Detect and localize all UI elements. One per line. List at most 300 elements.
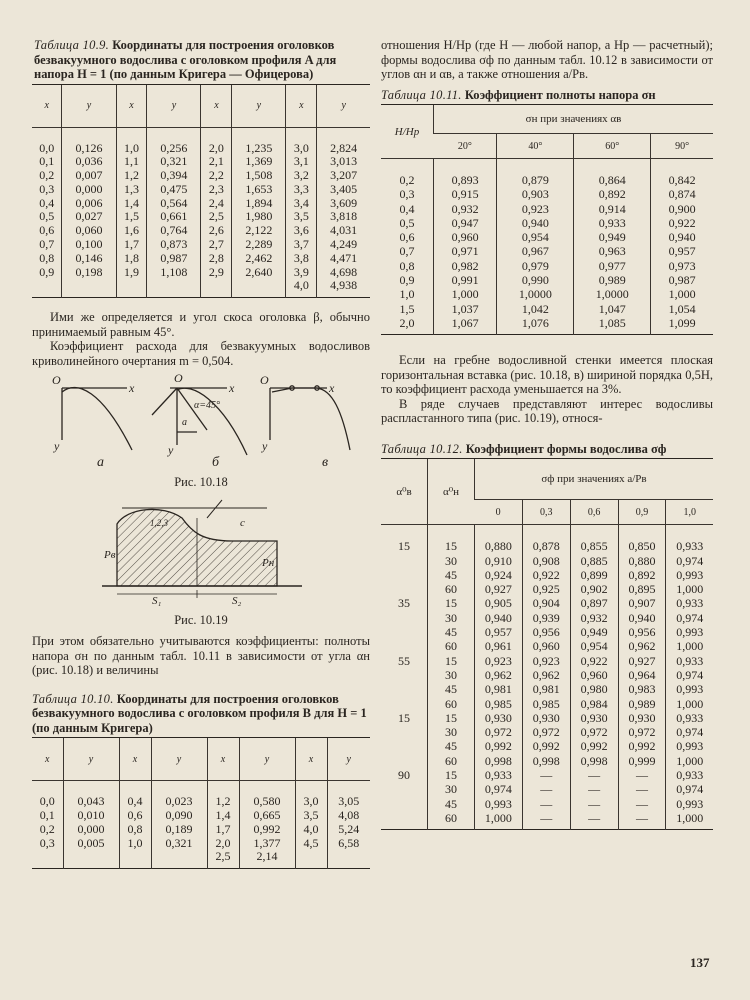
table-cell: 0,974 [666, 725, 713, 739]
table-cell: 0,932 [570, 611, 618, 625]
table-cell: — [618, 768, 666, 782]
table-cell: — [522, 811, 570, 825]
table-cell: 0,991 [434, 273, 497, 287]
table-cell: 0,993 [475, 797, 523, 811]
table-cell [381, 568, 428, 582]
table-cell: 0,873 [147, 238, 201, 252]
table-cell: 0,962 [522, 668, 570, 682]
table-cell: 0,930 [570, 711, 618, 725]
table-cell: 0,962 [475, 668, 523, 682]
table-cell: 0,932 [434, 202, 497, 216]
column-header: y [147, 84, 201, 127]
table-cell: 45 [428, 568, 475, 582]
table-cell: 0,930 [618, 711, 666, 725]
table-cell [327, 864, 370, 869]
table-cell [295, 864, 327, 869]
table-cell: 1,980 [232, 210, 286, 224]
x-label-a: x [129, 381, 135, 396]
table-cell: 0,000 [63, 823, 119, 837]
table-cell [32, 850, 63, 864]
table-cell: 0,879 [497, 159, 574, 188]
table-cell: 1,3 [116, 183, 147, 197]
table-cell: 0,256 [147, 127, 201, 155]
table-row [381, 668, 713, 682]
table-cell [381, 330, 434, 335]
table-cell: 1,000 [666, 697, 713, 711]
table-cell [381, 725, 428, 739]
table-cell: 1,377 [239, 837, 295, 851]
table-row [381, 682, 713, 696]
table-cell: 0,924 [475, 568, 523, 582]
table-row [32, 183, 370, 197]
table-cell: 0,892 [574, 187, 651, 201]
pv-label: Pв [104, 549, 116, 562]
table-cell [63, 864, 119, 869]
table-cell [381, 639, 428, 653]
table-cell: 0,4 [399, 201, 415, 216]
table-cell [239, 864, 295, 869]
column-header: 90° [651, 134, 713, 159]
table-cell: 0,933 [666, 525, 713, 554]
table-cell: 45 [428, 739, 475, 753]
table-cell [381, 811, 428, 825]
table-cell: 1,4 [116, 197, 147, 211]
table-10-11-number: Таблица 10.11. [381, 87, 462, 102]
table-cell [381, 554, 428, 568]
table-cell [232, 279, 286, 293]
table-cell: — [618, 782, 666, 796]
paragraph-bevel-angle: Ими же определяется и угол скоса оголовка β, обычно принимаемый равным 45°. [32, 310, 370, 339]
table-cell: 0,972 [618, 725, 666, 739]
table-cell: — [570, 811, 618, 825]
table-cell [381, 797, 428, 811]
table-cell: 0,8 [399, 258, 415, 273]
column-header: 40° [497, 134, 574, 159]
table-cell: 0,974 [475, 782, 523, 796]
column-header: y [317, 84, 370, 127]
table-cell: 0,940 [497, 216, 574, 230]
table-cell: 0,930 [475, 711, 523, 725]
paragraph-horizontal-insert: Если на гребне водосливной стенки имеется плоская горизонтальная вставка (рис. 10.18, в) шириной порядка 0,5H, то коэффициент расхода уменьшается на 3%. [381, 353, 713, 397]
table-cell: 2,5 [207, 850, 239, 864]
table-row [32, 809, 370, 823]
table-cell [116, 293, 147, 298]
page-number: 137 [690, 955, 710, 970]
table-cell: 0,7 [39, 237, 55, 252]
table-cell: 0,927 [618, 654, 666, 668]
table-10-10 [32, 737, 370, 869]
table-row [381, 230, 713, 244]
table-cell: 1,4 [207, 809, 239, 823]
origin-label-a: O [52, 373, 61, 388]
paragraph-ratio: отношения H/Hр (где H — любой напор, а Hр — расчетный); формы водослива σф по данным табл. 10.12 в зависимости от углов αн и αв, а также отношения a/Pв. [381, 38, 713, 81]
table-row [381, 611, 713, 625]
table-cell: 2,8 [201, 252, 232, 266]
table-spacer-row [32, 864, 370, 869]
left-column [32, 38, 370, 869]
table-cell: 0,956 [522, 625, 570, 639]
table-cell: 0,987 [651, 273, 713, 287]
a-label-b: a [182, 417, 187, 429]
table-cell: — [570, 782, 618, 796]
table-cell: 2,0 [399, 315, 415, 330]
table-cell: 1,5 [399, 301, 415, 316]
table-10-10-number: Таблица 10.10. [32, 691, 114, 706]
table-cell: 0,2 [399, 173, 415, 187]
column-header: x [32, 84, 62, 127]
table-row [381, 625, 713, 639]
table-row [381, 287, 713, 301]
column-header: y [232, 84, 286, 127]
table-cell: 0,910 [475, 554, 523, 568]
table-cell: 2,2 [201, 169, 232, 183]
table-row [381, 596, 713, 610]
table-row [381, 697, 713, 711]
table-cell: 1,6 [116, 224, 147, 238]
table-cell: 0,961 [475, 639, 523, 653]
column-header: x [207, 738, 239, 781]
s1-label: S₁ [152, 595, 162, 608]
table-cell: 1,0 [399, 287, 415, 302]
table-cell [522, 825, 570, 830]
table-cell: 0,8 [119, 823, 151, 837]
table-cell: 0,930 [522, 711, 570, 725]
table-cell: 0,321 [151, 837, 207, 851]
table-cell [32, 864, 63, 869]
table-cell: 15 [398, 710, 410, 725]
table-cell: 1,1 [116, 155, 147, 169]
paragraph-discharge-coefficient: Коэффициент расхода для безвакуумных водосливов криволинейного очертания m = 0,504. [32, 339, 370, 368]
table-cell: 0,981 [522, 682, 570, 696]
table-cell: 0,933 [666, 654, 713, 668]
table-cell: 0,999 [618, 754, 666, 768]
table-cell: 15 [428, 768, 475, 782]
table-cell: 0,960 [522, 639, 570, 653]
table-cell: 30 [428, 668, 475, 682]
table-cell: 15 [398, 539, 410, 554]
figure-10-19-drawing [32, 496, 370, 608]
table-cell: 60 [428, 697, 475, 711]
table-10-12 [381, 458, 713, 830]
table-cell: 0,850 [618, 525, 666, 554]
table-cell: 0,922 [570, 654, 618, 668]
table-cell: 15 [428, 596, 475, 610]
figure-10-18-drawing [32, 370, 370, 470]
table-row [381, 782, 713, 796]
table-cell: 0,982 [434, 259, 497, 273]
table-row [381, 525, 713, 554]
table-cell: 1,067 [434, 316, 497, 330]
table-row [32, 266, 370, 280]
table-cell: 1,000 [666, 754, 713, 768]
table-cell: 2,824 [317, 127, 370, 155]
table-cell: 1,000 [475, 811, 523, 825]
table-row [381, 316, 713, 330]
table-cell: 0,6 [39, 223, 55, 238]
table-cell: 0,036 [62, 155, 116, 169]
table-cell: 30 [428, 782, 475, 796]
table-row [32, 169, 370, 183]
table-cell: 0,973 [651, 259, 713, 273]
table-cell [207, 864, 239, 869]
table-cell: 0,977 [574, 259, 651, 273]
table-cell [286, 293, 317, 298]
table-cell [32, 279, 62, 293]
table-cell: 0,967 [497, 244, 574, 258]
table-cell: 0,908 [522, 554, 570, 568]
table-cell: 0,954 [497, 230, 574, 244]
table-row [32, 155, 370, 169]
y-label-c: y [262, 439, 268, 454]
table-cell: 0,864 [574, 159, 651, 188]
table-cell: 0,874 [651, 187, 713, 201]
table-cell: 2,9 [201, 266, 232, 280]
figure-10-18-caption: Рис. 10.18 [174, 475, 228, 490]
table-cell: 0,940 [618, 611, 666, 625]
table-row [32, 279, 370, 293]
table-cell: 45 [428, 682, 475, 696]
table-cell: 0,980 [570, 682, 618, 696]
table-cell: 0,892 [618, 568, 666, 582]
table-row [381, 797, 713, 811]
sub-label-b: б [212, 455, 220, 471]
table-cell: 0,665 [239, 809, 295, 823]
y-label-a: y [54, 439, 60, 454]
table-cell: 4,08 [327, 809, 370, 823]
table-cell [381, 754, 428, 768]
table-cell [434, 330, 497, 335]
table-cell: 0,3 [399, 187, 415, 202]
table-cell: 0,661 [147, 210, 201, 224]
table-cell: 4,938 [317, 279, 370, 293]
table-row [381, 768, 713, 782]
table-cell: 0,960 [434, 230, 497, 244]
table-cell [232, 293, 286, 298]
table-cell: 30 [428, 554, 475, 568]
column-header: 0,9 [618, 500, 666, 525]
table-cell: 0,7 [399, 244, 415, 259]
table-cell [32, 293, 62, 298]
table-cell: 1,5 [116, 210, 147, 224]
table-cell: 0,189 [151, 823, 207, 837]
table-cell: 0,010 [63, 809, 119, 823]
table-cell [381, 611, 428, 625]
table-cell: 1,108 [147, 266, 201, 280]
table-cell: 0,933 [666, 768, 713, 782]
table-row [381, 754, 713, 768]
table-cell: 0,903 [497, 187, 574, 201]
table-cell: — [522, 782, 570, 796]
sub-label-a: а [97, 455, 104, 471]
table-cell: 0,2 [39, 168, 55, 183]
table-10-9-number: Таблица 10.9. [34, 38, 110, 52]
header-alpha-n: α⁰н [428, 459, 475, 525]
table-cell: 0,993 [666, 625, 713, 639]
table-cell: 0,964 [618, 668, 666, 682]
table-cell: 0,972 [475, 725, 523, 739]
table-cell: 4,249 [317, 238, 370, 252]
table-cell: 0,0 [39, 794, 55, 809]
table-row [381, 216, 713, 230]
table-cell: 0,998 [570, 754, 618, 768]
y-label-b: y [168, 443, 174, 458]
table-cell [381, 682, 428, 696]
c-label: c [240, 517, 245, 530]
origin-label-b: O [174, 371, 183, 386]
table-cell: 90 [398, 768, 410, 783]
table-cell: 0,880 [475, 525, 523, 554]
table-cell: 3,8 [286, 252, 317, 266]
table-cell: 0,922 [651, 216, 713, 230]
table-cell: 0,394 [147, 169, 201, 183]
table-cell: 0,974 [666, 782, 713, 796]
table-cell: 3,5 [295, 809, 327, 823]
table-cell: 0,940 [651, 230, 713, 244]
table-cell: 0,923 [522, 654, 570, 668]
table-spacer-row [381, 825, 713, 830]
table-cell: 60 [428, 811, 475, 825]
table-10-9-caption [34, 38, 370, 82]
table-row [381, 811, 713, 825]
table-cell: 0,992 [618, 739, 666, 753]
column-header: 0 [475, 500, 523, 525]
table-cell: 0,126 [62, 127, 116, 155]
table-cell: 1,7 [116, 238, 147, 252]
table-cell: 0,933 [475, 768, 523, 782]
column-header: x [286, 84, 317, 127]
table-row [381, 159, 713, 188]
table-cell: 1,037 [434, 302, 497, 316]
table-cell: 0,842 [651, 159, 713, 188]
table-cell: 0,949 [570, 625, 618, 639]
table-cell: 0,902 [570, 582, 618, 596]
table-cell: 1,054 [651, 302, 713, 316]
table-cell: 0,5 [399, 215, 415, 230]
table-10-11-caption [381, 88, 713, 103]
table-cell [428, 825, 475, 830]
table-row [32, 823, 370, 837]
table-cell: 2,5 [201, 210, 232, 224]
sub-label-c: в [322, 455, 329, 471]
table-cell: 3,0 [295, 781, 327, 809]
table-cell: 1,0000 [497, 287, 574, 301]
table-cell: 55 [398, 653, 410, 668]
table-cell: 0,895 [618, 582, 666, 596]
column-header: y [151, 738, 207, 781]
table-cell: 0,923 [475, 654, 523, 668]
table-cell: 0,974 [666, 611, 713, 625]
table-cell: 0,990 [497, 273, 574, 287]
table-cell: 0,198 [62, 266, 116, 280]
table-row [32, 210, 370, 224]
table-cell: 0,993 [666, 682, 713, 696]
table-cell: 0,2 [39, 821, 55, 836]
table-cell: 0,962 [618, 639, 666, 653]
table-cell: 0,939 [522, 611, 570, 625]
column-header: x [295, 738, 327, 781]
table-cell: 0,998 [522, 754, 570, 768]
table-cell [327, 850, 370, 864]
table-cell: 2,0 [207, 837, 239, 851]
table-cell: — [570, 768, 618, 782]
table-cell: 2,3 [201, 183, 232, 197]
table-10-11 [381, 104, 713, 335]
table-cell: 1,9 [116, 266, 147, 280]
table-cell: 4,0 [286, 279, 317, 293]
table-cell: 0,993 [666, 568, 713, 582]
table-cell: 2,6 [201, 224, 232, 238]
table-cell: 0,957 [475, 625, 523, 639]
table-cell [295, 850, 327, 864]
table-cell: 2,462 [232, 252, 286, 266]
column-header: y [62, 84, 116, 127]
table-cell: 0,006 [62, 197, 116, 211]
figure-10-19 [32, 496, 370, 628]
table-cell: 0,885 [570, 554, 618, 568]
table-header-row [32, 738, 370, 781]
table-cell: 3,207 [317, 169, 370, 183]
column-header: x [201, 84, 232, 127]
table-row [381, 639, 713, 653]
table-row [381, 302, 713, 316]
table-cell: 1,000 [666, 639, 713, 653]
figure-10-18 [32, 370, 370, 490]
table-cell: 3,405 [317, 183, 370, 197]
column-header: 1,0 [666, 500, 713, 525]
table-cell: 2,4 [201, 197, 232, 211]
table-cell: 0,580 [239, 781, 295, 809]
column-header: 0,6 [570, 500, 618, 525]
table-cell: 30 [428, 611, 475, 625]
table-cell: 15 [428, 525, 475, 554]
table-row [381, 568, 713, 582]
table-cell: 0,023 [151, 781, 207, 809]
table-cell: 0,900 [651, 202, 713, 216]
table-cell: 3,6 [286, 224, 317, 238]
column-header: y [239, 738, 295, 781]
table-cell [666, 825, 713, 830]
table-cell: 4,471 [317, 252, 370, 266]
table-cell: 0,971 [434, 244, 497, 258]
table-cell: 0,923 [497, 202, 574, 216]
table-cell: 0,933 [666, 711, 713, 725]
table-cell [618, 825, 666, 830]
table-cell: 2,0 [201, 127, 232, 155]
table-cell: 1,000 [651, 287, 713, 301]
table-cell: 1,7 [207, 823, 239, 837]
table-cell: 0,956 [618, 625, 666, 639]
table-cell [147, 293, 201, 298]
table-cell: 0,005 [63, 837, 119, 851]
table-cell: 4,0 [295, 823, 327, 837]
table-row [32, 781, 370, 809]
table-cell [119, 850, 151, 864]
table-spacer-row [32, 293, 370, 298]
table-cell [62, 293, 116, 298]
table-cell: 1,508 [232, 169, 286, 183]
column-header: 0,3 [522, 500, 570, 525]
table-cell: 0,899 [570, 568, 618, 582]
table-cell [201, 279, 232, 293]
table-cell: 1,042 [497, 302, 574, 316]
table-row [32, 850, 370, 864]
table-cell [651, 330, 713, 335]
table-cell [119, 864, 151, 869]
figure-10-19-caption: Рис. 10.19 [174, 613, 228, 628]
table-cell: 1,8 [116, 252, 147, 266]
table-cell: 0,927 [475, 582, 523, 596]
table-cell: 5,24 [327, 823, 370, 837]
